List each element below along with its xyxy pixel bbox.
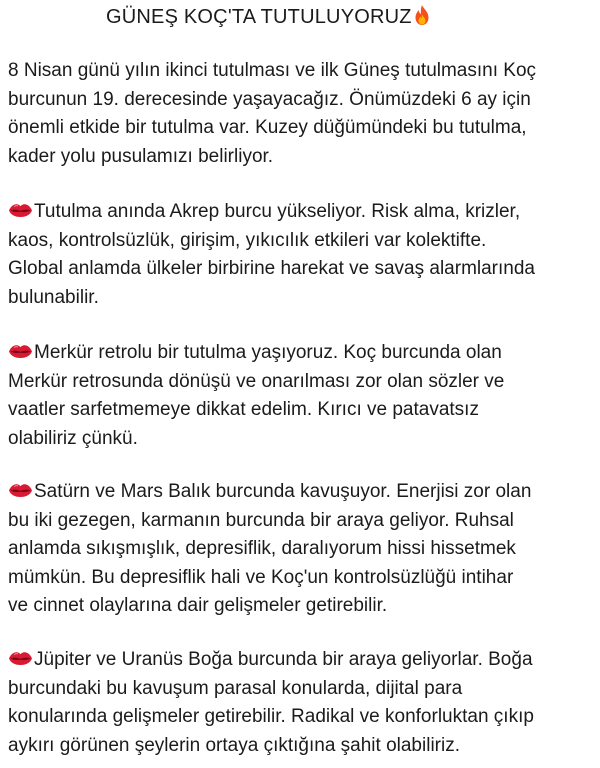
post-title-text: GÜNEŞ KOÇ'TA TUTULUYORUZ xyxy=(106,6,412,28)
text-line: Jüpiter ve Uranüs Boğa burcunda bir araya geliyorlar. Boğa xyxy=(34,649,533,670)
post-title xyxy=(106,4,431,30)
text-line: olabiliriz çünkü. xyxy=(8,427,138,449)
text-line: burcunun 19. derecesinde yaşayacağız. Önümüzdeki 6 ay için xyxy=(8,88,531,110)
text-line: burcundaki bu kavuşum parasal konularda, dijital para xyxy=(8,677,463,699)
text-line: bulunabilir. xyxy=(8,286,99,308)
text-line: konularında gelişmeler getirebilir. Radikal ve konforluktan çıkıp xyxy=(8,706,534,727)
text-line: Global anlamda ülkeler birbirine harekat ve savaş alarmlarında xyxy=(8,258,535,279)
kiss-lips-icon xyxy=(8,202,33,218)
saturn-mars-paragraph xyxy=(8,478,596,621)
kiss-lips-icon xyxy=(8,482,33,498)
text-line: kader yolu pusulamızı belirliyor. xyxy=(8,145,274,167)
intro-paragraph xyxy=(8,57,596,171)
text-line: önemli etkide bir tutulma var. Kuzey düğümündeki bu tutulma, xyxy=(8,117,527,138)
kiss-lips-icon xyxy=(8,650,33,666)
jupiter-uranus-paragraph xyxy=(8,646,596,760)
text-line: kaos, kontrolsüzlük, girişim, yıkıcılık etkileri var kolektifte. xyxy=(8,229,487,251)
fire-icon xyxy=(413,4,431,26)
text-line: mümkün. Bu depresiflik hali ve Koç'un kontrolsüzlüğü intihar xyxy=(8,566,514,588)
kiss-lips-icon xyxy=(8,343,33,359)
text-line: 8 Nisan günü yılın ikinci tutulması ve ilk Güneş tutulmasını Koç xyxy=(8,60,537,81)
scorpio-rising-paragraph xyxy=(8,198,596,312)
text-line: Merkür retrosunda dönüşü ve onarılması zor olan sözler ve xyxy=(8,370,505,392)
mercury-retro-paragraph xyxy=(8,339,596,453)
text-line: ve cinnet olaylarına dair gelişmeler getirebilir. xyxy=(8,595,388,616)
text-line: anlamda sıkışmışlık, depresiflik, daralıyorum hissi hissetmek xyxy=(8,538,516,559)
text-line: Satürn ve Mars Balık burcunda kavuşuyor. Enerjisi zor olan xyxy=(34,481,532,502)
text-line: aykırı görünen şeylerin ortaya çıktığına şahit olabiliriz. xyxy=(8,734,460,756)
text-line: Tutulma anında Akrep burcu yükseliyor. Risk alma, krizler, xyxy=(34,201,521,222)
text-line: bu iki gezegen, karmanın burcunda bir araya geliyor. Ruhsal xyxy=(8,509,514,531)
text-line: vaatler sarfetmemeye dikkat edelim. Kırıcı ve patavatsız xyxy=(8,399,479,420)
text-line: Merkür retrolu bir tutulma yaşıyoruz. Koç burcunda olan xyxy=(34,342,502,363)
